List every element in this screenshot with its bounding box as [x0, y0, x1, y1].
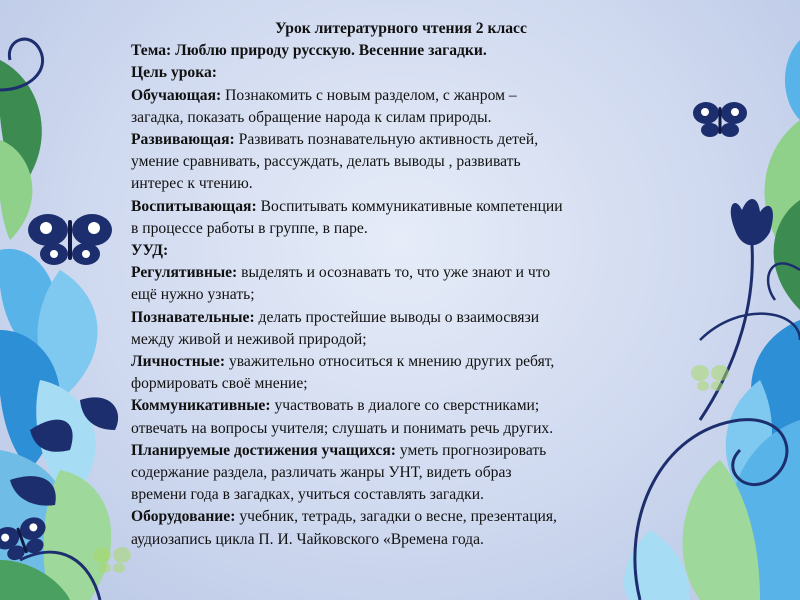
- section-text: участвовать в диалоге со сверстниками;: [274, 397, 540, 415]
- uud-section: [131, 351, 671, 395]
- section-label: Оборудование:: [131, 508, 236, 526]
- section-text: Познакомить с новым разделом, с жанром –: [225, 86, 517, 104]
- butterfly-icon: [693, 102, 747, 137]
- section-text: Развивать познавательную активность детей,: [238, 131, 539, 149]
- section-text: между живой и неживой природой;: [131, 330, 367, 348]
- goal-section: [131, 129, 671, 196]
- section-text: формировать своё мнение;: [131, 375, 308, 393]
- section-text: содержание раздела, различать жанры УНТ, видеть образ: [131, 464, 512, 482]
- section-label: Познавательные:: [131, 308, 255, 326]
- section-label: Регулятивные:: [131, 264, 238, 282]
- leaf-icon: [785, 40, 800, 120]
- section-text: ещё нужно узнать;: [131, 286, 255, 304]
- uud-section: [131, 262, 671, 306]
- section-label: Коммуникативные:: [131, 397, 271, 415]
- uud-section: [131, 440, 671, 507]
- section-text: аудиозапись цикла П. И. Чайковского «Времена года.: [131, 530, 484, 548]
- lesson-topic: Тема: Люблю природу русскую. Весенние загадки.: [131, 42, 487, 60]
- section-text: отвечать на вопросы учителя; слушать и понимать речь других.: [131, 419, 554, 437]
- uud-section: [131, 395, 671, 439]
- section-text: загадка, показать обращение народа к силам природы.: [131, 108, 492, 126]
- page-title: Урок литературного чтения 2 класс: [275, 20, 527, 37]
- section-text: Воспитывать коммуникативные компетенции: [260, 197, 563, 215]
- section-text: уметь прогнозировать: [399, 441, 547, 459]
- section-label: Развивающая:: [131, 131, 235, 149]
- section-text: в процессе работы в группе, в паре.: [131, 219, 368, 237]
- section-text: делать простейшие выводы о взаимосвязи: [258, 308, 540, 326]
- section-label: Личностные:: [131, 353, 226, 371]
- lesson-plan: [131, 18, 671, 551]
- goal-section: [131, 85, 671, 129]
- section-label: Воспитывающая:: [131, 197, 257, 215]
- section-text: интерес к чтению.: [131, 175, 253, 193]
- lesson-goal-heading: Цель урока:: [131, 64, 217, 82]
- section-text: уважительно относиться к мнению других ребят,: [228, 353, 555, 371]
- section-text: времени года в загадках, учиться составлять загадки.: [131, 486, 484, 504]
- section-text: умение сравнивать, рассуждать, делать выводы , развивать: [131, 153, 521, 171]
- uud-section: [131, 307, 671, 351]
- section-label: Обучающая:: [131, 86, 222, 104]
- butterfly-icon: [691, 365, 729, 391]
- section-label: Планируемые достижения учащихся:: [131, 441, 396, 459]
- section-text: учебник, тетрадь, загадки о весне, презентация,: [239, 508, 557, 526]
- butterfly-icon: [28, 214, 112, 265]
- goal-section: [131, 196, 671, 240]
- section-text: выделять и осознавать то, что уже знают и что: [241, 264, 551, 282]
- uud-heading: УУД:: [131, 242, 169, 260]
- uud-section: [131, 506, 671, 550]
